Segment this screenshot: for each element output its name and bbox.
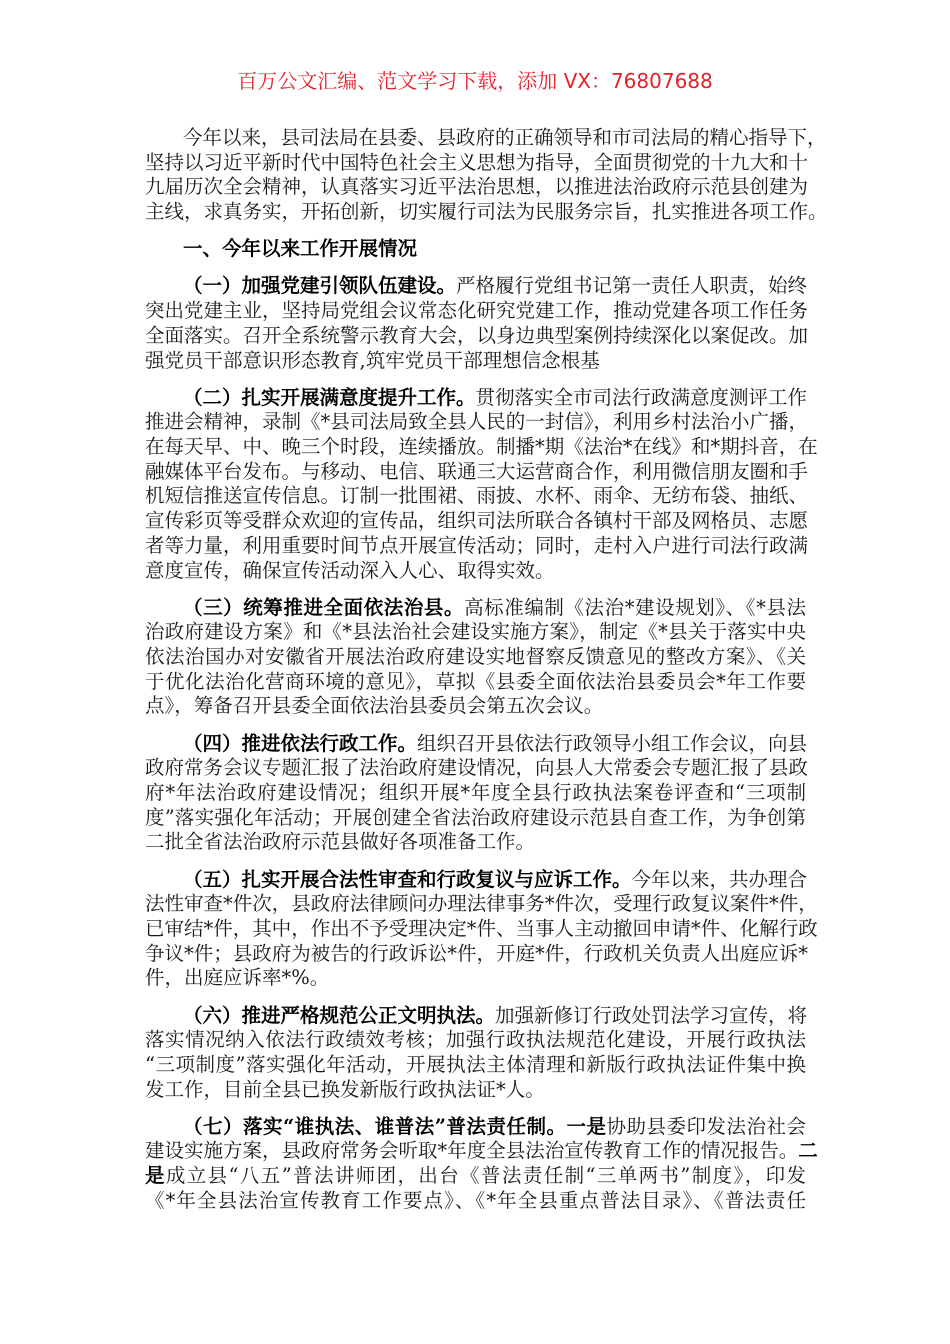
text-line: [145, 670, 806, 695]
bold-lead-text: （二）扎实开展满意度提升工作。: [183, 385, 476, 409]
paragraph: [145, 596, 806, 719]
text-line: [145, 1053, 806, 1078]
paragraph: [145, 126, 828, 225]
text-line: [145, 559, 806, 584]
text-segment: 府*年法治政府建设情况；组织开展*年度全县行政执法案卷评查和“三项制: [145, 781, 806, 804]
text-segment: 贯彻落实全市司法行政满意度测评工作: [475, 385, 808, 409]
text-line: [145, 349, 806, 374]
text-line: [145, 941, 809, 967]
bold-lead-text: 二: [798, 1139, 818, 1163]
bold-lead-text: （四）推进依法行政工作。: [183, 731, 418, 755]
text-line: [145, 892, 818, 917]
text-line: [145, 175, 809, 200]
text-line: [145, 1115, 806, 1140]
text-line: [145, 596, 806, 621]
text-line: [145, 1004, 806, 1029]
text-line: [145, 1078, 806, 1103]
text-segment: 强党员干部意识形态教育,筑牢党员干部理想信念根基: [145, 348, 600, 372]
text-segment: 推进会精神，录制《*县司法局致全县人民的一封信》，利用乡村法治小广播，: [145, 410, 809, 434]
text-segment: 全面落实。召开全系统警示教育大会，以身边典型案例持续深化以案促改。加: [145, 323, 809, 347]
text-line: [145, 435, 818, 460]
bold-lead-text: （一）加强党建引领队伍建设。: [183, 274, 457, 298]
text-line: [145, 645, 806, 670]
text-line: [145, 756, 809, 781]
text-line: [145, 410, 809, 435]
text-segment: 今年以来，县司法局在县委、县政府的正确领导和市司法局的精心指导下，: [183, 126, 827, 149]
text-segment: 一、今年以来工作开展情况: [183, 237, 418, 261]
text-segment: 发工作，目前全县已换发新版行政执法证*人。: [145, 1077, 545, 1101]
text-segment: 在每天早、中、晚三个时段，连续播放。制播*期《法治*在线》和*期抖音，在: [145, 435, 818, 459]
paragraph: [145, 731, 809, 855]
text-line: [145, 830, 806, 855]
text-line: [145, 323, 809, 349]
text-segment: 二批全省法治政府示范县做好各项准备工作。: [145, 830, 536, 854]
text-segment: 协助县委印发法治社会: [606, 1114, 806, 1138]
text-line: [145, 299, 809, 324]
header-watermark-banner: 百万公文汇编、范文学习下载，添加 VX：76807688: [237, 69, 713, 93]
bold-lead-text: （五）扎实开展合法性审查和行政复议与应诉工作。: [183, 867, 632, 891]
text-line: [145, 1189, 806, 1214]
paragraph: [145, 1004, 806, 1103]
text-line: [145, 274, 806, 299]
document-body: [145, 126, 828, 1226]
text-line: [145, 868, 806, 893]
text-line: [145, 1028, 806, 1053]
bold-lead-text: （七）落实“谁执法、谁普法”普法责任制。: [183, 1114, 567, 1138]
paragraph: [145, 274, 809, 373]
text-line: [145, 916, 818, 942]
text-segment: 宣传彩页等受群众欢迎的宣传品，组织司法所联合各镇村干部及网格员、志愿: [145, 509, 809, 533]
paragraph: [145, 867, 818, 991]
bold-lead-text: （三）统筹推进全面依法治县。: [183, 595, 465, 619]
section-heading: [145, 237, 806, 262]
text-segment: 度”落实强化年活动；开展创建全省法治政府建设示范县自查工作，为争创第: [145, 805, 806, 829]
text-segment: 坚持以习近平新时代中国特色社会主义思想为指导，全面贯彻党的十九大和十: [145, 150, 809, 174]
text-segment: 《*年全县法治宣传教育工作要点》、《*年全县重点普法目录》、《普法责任: [145, 1188, 806, 1212]
text-segment: 于优化法治化营商环境的意见》，草拟《县委全面依法治县委员会*年工作要: [145, 669, 806, 693]
text-segment: 建设实施方案，县政府常务会听取*年度全县法治宣传教育工作的情况报告。: [145, 1139, 799, 1163]
text-segment: 组织召开县依法行政领导小组工作会议，向县: [417, 731, 808, 755]
text-line: [145, 1164, 806, 1189]
text-line: [145, 806, 806, 831]
text-segment: 融媒体平台发布。与移动、电信、联通三大运营商合作，利用微信朋友圈和手: [145, 459, 809, 483]
text-segment: 成立县“八五”普法讲师团，出台《普法责任制“三单两书”制度》，印发: [165, 1164, 806, 1188]
text-segment: 加强新修订行政处罚法学习宣传，将: [495, 1003, 808, 1027]
text-segment: 治政府建设方案》和《*县法治社会建设实施方案》，制定《*县关于落实中央: [145, 620, 806, 644]
text-segment: 九届历次全会精神，认真落实习近平法治思想，以推进法治政府示范县创建为: [145, 175, 809, 199]
text-line: [145, 1139, 818, 1164]
bold-lead-text: 一是: [566, 1114, 607, 1138]
text-segment: 高标准编制《法治*建设规划》、《*县法: [464, 595, 806, 619]
text-line: [145, 732, 806, 757]
bold-lead-text: （六）推进严格规范公正文明执法。: [183, 1003, 496, 1027]
text-line: [145, 237, 806, 262]
text-line: [145, 126, 827, 151]
text-line: [145, 966, 806, 991]
paragraph: [145, 385, 818, 584]
text-line: [145, 694, 806, 719]
text-line: [145, 620, 806, 645]
text-segment: 件，出庭应诉率*%。: [145, 966, 330, 990]
text-segment: 意度宣传，确保宣传活动深入人心、取得实效。: [145, 558, 555, 582]
text-segment: 主线，求真务实，开拓创新，切实履行司法为民服务宗旨，扎实推进各项工作。: [145, 200, 828, 224]
text-segment: 争议*件；县政府为被告的行政诉讼*件，开庭*件，行政机关负责人出庭应诉*: [145, 941, 809, 965]
paragraph: [145, 1114, 818, 1214]
text-segment: 机短信推送宣传信息。订制一批围裙、雨披、水杯、雨伞、无纺布袋、抽纸、: [145, 484, 809, 508]
text-line: [145, 509, 809, 534]
text-segment: 严格履行党组书记第一责任人职责，始终: [456, 274, 808, 298]
text-segment: 依法治国办对安徽省开展法治政府建设实地督察反馈意见的整改方案》、《关: [145, 645, 806, 669]
text-line: [145, 781, 806, 806]
text-line: [145, 533, 809, 559]
text-line: [145, 150, 809, 176]
text-segment: 落实情况纳入依法行政绩效考核；加强行政执法规范化建设，开展行政执法: [145, 1028, 806, 1052]
text-line: [145, 386, 806, 411]
text-line: [145, 459, 809, 485]
text-segment: 者等力量，利用重要时间节点开展宣传活动；同时，走村入户进行司法行政满: [145, 533, 809, 557]
text-segment: 政府常务会议专题汇报了法治政府建设情况，向县人大常委会专题汇报了县政: [145, 756, 809, 780]
text-segment: 已审结*件，其中，作出不予受理决定*件、当事人主动撤回申请*件、化解行政: [145, 916, 818, 940]
text-segment: “三项制度”落实强化年活动，开展执法主体清理和新版行政执法证件集中换: [145, 1052, 806, 1076]
text-segment: 突出党建主业，坚持局党组会议常态化研究党建工作，推动党建各项工作任务: [145, 299, 809, 323]
text-segment: 点》，筹备召开县委全面依法治县委员会第五次会议。: [145, 694, 604, 718]
text-line: [145, 484, 809, 509]
text-line: [145, 200, 828, 225]
bold-lead-text: 是: [145, 1164, 166, 1188]
text-segment: 今年以来，共办理合: [631, 867, 808, 891]
text-segment: 法性审查*件次，县政府法律顾问办理法律事务*件次，受理行政复议案件*件，: [145, 892, 818, 916]
